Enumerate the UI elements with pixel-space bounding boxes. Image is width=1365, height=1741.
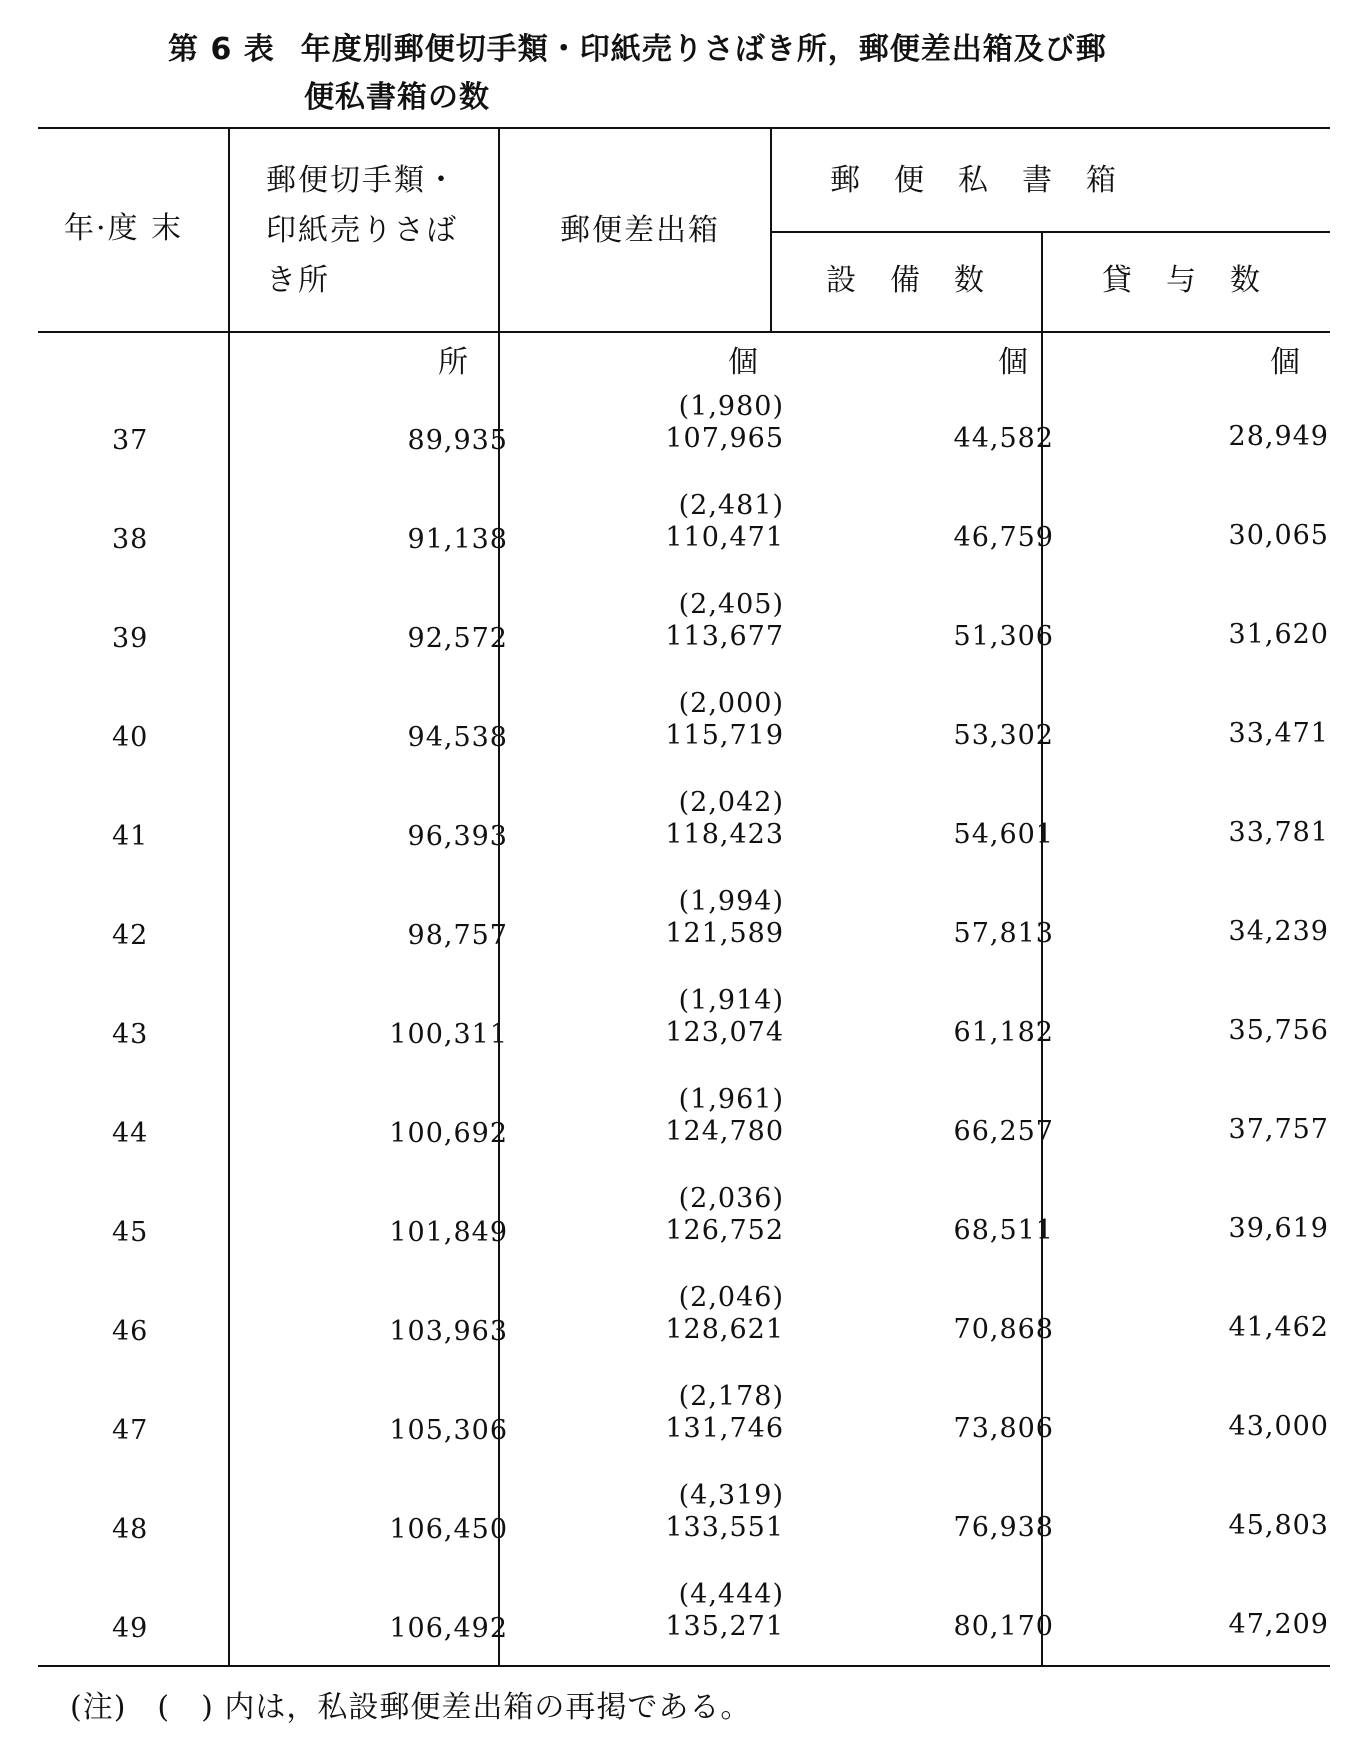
- header-year: 年·度 末: [64, 211, 184, 246]
- cell-year: 49: [112, 1613, 149, 1644]
- cell-year: 41: [112, 821, 149, 852]
- table-row: [38, 1070, 1330, 1169]
- cell-year: 44: [112, 1118, 149, 1149]
- cell-year: 40: [112, 722, 149, 753]
- cell-private-mail-boxes: (2,046): [678, 1282, 784, 1313]
- cell-leased: 45,803: [1228, 1510, 1329, 1541]
- cell-private-mail-boxes: (2,036): [678, 1183, 784, 1214]
- cell-installed: 57,813: [953, 918, 1054, 949]
- cell-mail-boxes: 113,677: [665, 621, 784, 652]
- header-installed: 設 備 数: [826, 263, 986, 298]
- cell-mail-boxes: 135,271: [665, 1611, 784, 1642]
- table-row: [38, 1565, 1330, 1664]
- cell-mail-boxes: 115,719: [665, 720, 784, 751]
- po-box-subheader-rule: [770, 231, 1330, 233]
- cell-leased: 39,619: [1228, 1213, 1329, 1244]
- header-bottom-rule: [38, 331, 1330, 333]
- cell-mail-boxes: 128,621: [665, 1314, 784, 1345]
- cell-private-mail-boxes: (2,178): [678, 1381, 784, 1412]
- cell-private-mail-boxes: (1,961): [678, 1084, 784, 1115]
- cell-year: 37: [112, 425, 149, 456]
- cell-private-mail-boxes: (1,994): [678, 886, 784, 917]
- cell-year: 46: [112, 1316, 149, 1347]
- table-note: (注) ( ) 内は，私設郵便差出箱の再掲である。: [70, 1690, 752, 1725]
- cell-leased: 33,781: [1228, 817, 1329, 848]
- cell-stamp-outlets: 105,306: [389, 1415, 508, 1446]
- cell-installed: 51,306: [953, 621, 1054, 652]
- cell-year: 39: [112, 623, 149, 654]
- cell-leased: 31,620: [1228, 619, 1329, 650]
- data-table: [38, 127, 1330, 1667]
- unit-mail-boxes: 個: [728, 345, 758, 380]
- cell-stamp-outlets: 100,692: [389, 1118, 508, 1149]
- cell-leased: 37,757: [1228, 1114, 1329, 1145]
- cell-leased: 43,000: [1228, 1411, 1329, 1442]
- cell-leased: 33,471: [1228, 718, 1329, 749]
- cell-mail-boxes: 123,074: [665, 1017, 784, 1048]
- cell-installed: 80,170: [953, 1611, 1054, 1642]
- cell-installed: 46,759: [953, 522, 1054, 553]
- cell-installed: 66,257: [953, 1116, 1054, 1147]
- cell-private-mail-boxes: (4,444): [678, 1579, 784, 1610]
- unit-stamp-outlets: 所: [438, 345, 468, 380]
- header-po-boxes: 郵 便 私 書 箱: [830, 163, 1118, 198]
- cell-private-mail-boxes: (2,405): [678, 589, 784, 620]
- title-line-1: 年度別郵便切手類・印紙売りさばき所，郵便差出箱及び郵: [300, 32, 1107, 67]
- cell-installed: 68,511: [953, 1215, 1054, 1246]
- table-row: [38, 872, 1330, 971]
- cell-stamp-outlets: 94,538: [407, 722, 508, 753]
- cell-private-mail-boxes: (4,319): [678, 1480, 784, 1511]
- table-row: [38, 1367, 1330, 1466]
- cell-leased: 47,209: [1228, 1609, 1329, 1640]
- cell-mail-boxes: 121,589: [665, 918, 784, 949]
- cell-private-mail-boxes: (1,980): [678, 391, 784, 422]
- cell-private-mail-boxes: (1,914): [678, 985, 784, 1016]
- table-row: [38, 1466, 1330, 1565]
- cell-installed: 70,868: [953, 1314, 1054, 1345]
- cell-year: 48: [112, 1514, 149, 1545]
- cell-year: 43: [112, 1019, 149, 1050]
- cell-leased: 28,949: [1228, 421, 1329, 452]
- column-divider-3: [770, 127, 772, 331]
- cell-mail-boxes: 131,746: [665, 1413, 784, 1444]
- cell-mail-boxes: 118,423: [665, 819, 784, 850]
- cell-private-mail-boxes: (2,042): [678, 787, 784, 818]
- table-title: [168, 26, 1188, 122]
- table-top-rule: [38, 127, 1330, 129]
- table-row: [38, 1268, 1330, 1367]
- cell-stamp-outlets: 96,393: [407, 821, 508, 852]
- cell-installed: 61,182: [953, 1017, 1054, 1048]
- table-row: [38, 377, 1330, 476]
- header-mail-boxes: 郵便差出箱: [560, 213, 720, 248]
- cell-private-mail-boxes: (2,000): [678, 688, 784, 719]
- header-stamp-outlets-line-3: き所: [266, 263, 330, 298]
- cell-leased: 34,239: [1228, 916, 1329, 947]
- table-number: 第 6 表: [168, 32, 275, 67]
- cell-installed: 53,302: [953, 720, 1054, 751]
- cell-year: 42: [112, 920, 149, 951]
- table-row: [38, 674, 1330, 773]
- cell-stamp-outlets: 89,935: [407, 425, 508, 456]
- header-leased: 貸 与 数: [1102, 263, 1262, 298]
- cell-stamp-outlets: 100,311: [389, 1019, 508, 1050]
- cell-year: 45: [112, 1217, 149, 1248]
- cell-leased: 35,756: [1228, 1015, 1329, 1046]
- table-row: [38, 971, 1330, 1070]
- unit-installed: 個: [998, 345, 1028, 380]
- table-row: [38, 773, 1330, 872]
- header-stamp-outlets-line-1: 郵便切手類・: [266, 163, 458, 198]
- cell-mail-boxes: 133,551: [665, 1512, 784, 1543]
- header-stamp-outlets-line-2: 印紙売りさば: [266, 213, 458, 248]
- cell-mail-boxes: 124,780: [665, 1116, 784, 1147]
- table-bottom-rule: [38, 1665, 1330, 1667]
- cell-installed: 44,582: [953, 423, 1054, 454]
- table-row: [38, 476, 1330, 575]
- title-line-2: 便私書箱の数: [304, 80, 490, 115]
- cell-installed: 76,938: [953, 1512, 1054, 1543]
- cell-private-mail-boxes: (2,481): [678, 490, 784, 521]
- cell-stamp-outlets: 101,849: [389, 1217, 508, 1248]
- cell-installed: 54,601: [953, 819, 1054, 850]
- cell-stamp-outlets: 98,757: [407, 920, 508, 951]
- cell-stamp-outlets: 92,572: [407, 623, 508, 654]
- cell-mail-boxes: 126,752: [665, 1215, 784, 1246]
- cell-stamp-outlets: 91,138: [407, 524, 508, 555]
- cell-leased: 41,462: [1228, 1312, 1329, 1343]
- cell-stamp-outlets: 106,450: [389, 1514, 508, 1545]
- cell-year: 47: [112, 1415, 149, 1446]
- table-row: [38, 1169, 1330, 1268]
- table-row: [38, 575, 1330, 674]
- cell-leased: 30,065: [1228, 520, 1329, 551]
- unit-leased: 個: [1270, 345, 1300, 380]
- cell-stamp-outlets: 103,963: [389, 1316, 508, 1347]
- cell-stamp-outlets: 106,492: [389, 1613, 508, 1644]
- cell-mail-boxes: 107,965: [665, 423, 784, 454]
- cell-installed: 73,806: [953, 1413, 1054, 1444]
- cell-mail-boxes: 110,471: [665, 522, 784, 553]
- cell-year: 38: [112, 524, 149, 555]
- column-divider-4: [1041, 231, 1043, 331]
